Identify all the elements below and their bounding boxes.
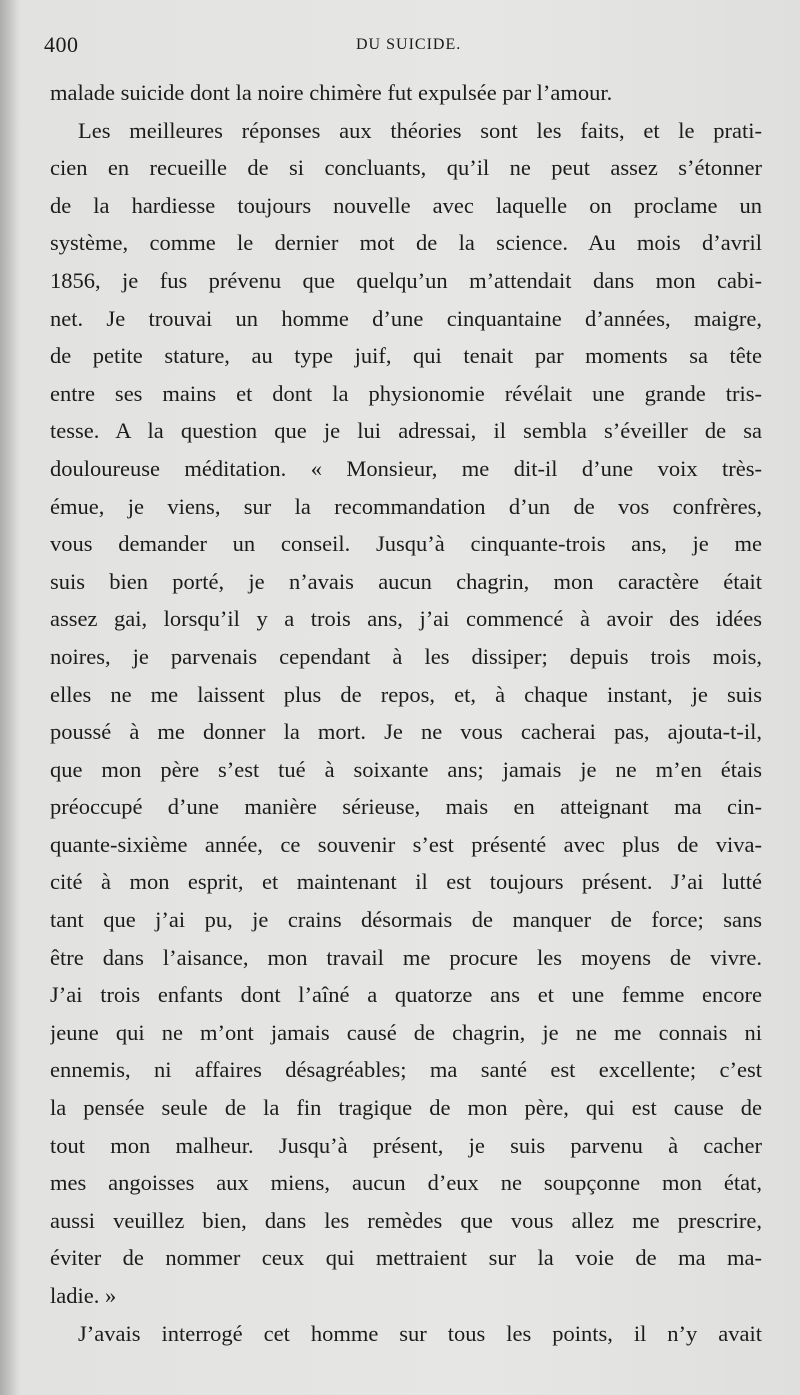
text-line: éviter de nommer ceux qui mettraient sur la voie de ma ma-: [50, 1245, 762, 1271]
text-line: ennemis, ni affaires désagréables; ma santé est excellente; c’est: [50, 1057, 762, 1083]
text-line: cité à mon esprit, et maintenant il est toujours présent. J’ai lutté: [50, 869, 762, 895]
text-line: jeune qui ne m’ont jamais causé de chagrin, je ne me connais ni: [50, 1019, 762, 1045]
text-line: de la hardiesse toujours nouvelle avec laquelle on proclame un: [50, 192, 762, 218]
text-line: malade suicide dont la noire chimère fut expulsée par l’amour.: [50, 80, 613, 105]
body-text: [50, 74, 762, 1352]
text-line: système, comme le dernier mot de la science. Au mois d’avril: [50, 230, 762, 256]
text-line: cien en recueille de si concluants, qu’il ne peut assez s’étonner: [50, 155, 762, 181]
text-line: ladie. »: [50, 1283, 117, 1308]
text-line: J’avais interrogé cet homme sur tous les points, il n’y avait: [78, 1320, 762, 1346]
page-number: 400: [44, 32, 79, 57]
text-line: 1856, je fus prévenu que quelqu’un m’attendait dans mon cabi-: [50, 267, 762, 293]
text-line: net. Je trouvai un homme d’une cinquantaine d’années, maigre,: [50, 305, 762, 331]
text-line: elles ne me laissent plus de repos, et, à chaque instant, je suis: [50, 681, 762, 707]
text-line: émue, je viens, sur la recommandation d’un de vos confrères,: [50, 493, 762, 519]
text-line: entre ses mains et dont la physionomie révélait une grande tris-: [50, 380, 762, 406]
spine-shadow: [0, 0, 18, 1395]
text-line: poussé à me donner la mort. Je ne vous cacherai pas, ajouta-t-il,: [50, 719, 762, 745]
text-line: préoccupé d’une manière sérieuse, mais en atteignant ma cin-: [50, 794, 762, 820]
text-line: mes angoisses aux miens, aucun d’eux ne soupçonne mon état,: [50, 1170, 762, 1196]
text-line: que mon père s’est tué à soixante ans; jamais je ne m’en étais: [50, 756, 762, 782]
text-line: aussi veuillez bien, dans les remèdes que vous allez me prescrire,: [50, 1207, 762, 1233]
text-line: J’ai trois enfants dont l’aîné a quatorze ans et une femme encore: [50, 982, 762, 1008]
text-line: de petite stature, au type juif, qui tenait par moments sa tête: [50, 343, 762, 369]
text-line: tout mon malheur. Jusqu’à présent, je suis parvenu à cacher: [50, 1132, 762, 1158]
running-title: DU SUICIDE.: [356, 36, 462, 53]
text-line: tesse. A la question que je lui adressai, il sembla s’éveiller de sa: [50, 418, 762, 444]
page-header: [0, 28, 800, 68]
text-line: quante-sixième année, ce souvenir s’est présenté avec plus de viva-: [50, 831, 762, 857]
text-line: Les meilleures réponses aux théories sont les faits, et le prati-: [78, 117, 762, 143]
text-line: la pensée seule de la fin tragique de mon père, qui est cause de: [50, 1095, 762, 1121]
text-line: tant que j’ai pu, je crains désormais de manquer de force; sans: [50, 907, 762, 933]
text-line: être dans l’aisance, mon travail me procure les moyens de vivre.: [50, 944, 762, 970]
text-line: suis bien porté, je n’avais aucun chagrin, mon caractère était: [50, 568, 762, 594]
text-line: vous demander un conseil. Jusqu’à cinquante-trois ans, je me: [50, 531, 762, 557]
text-line: douloureuse méditation. « Monsieur, me dit-il d’une voix très-: [50, 455, 762, 481]
text-line: noires, je parvenais cependant à les dissiper; depuis trois mois,: [50, 643, 762, 669]
text-line: assez gai, lorsqu’il y a trois ans, j’ai commencé à avoir des idées: [50, 606, 762, 632]
